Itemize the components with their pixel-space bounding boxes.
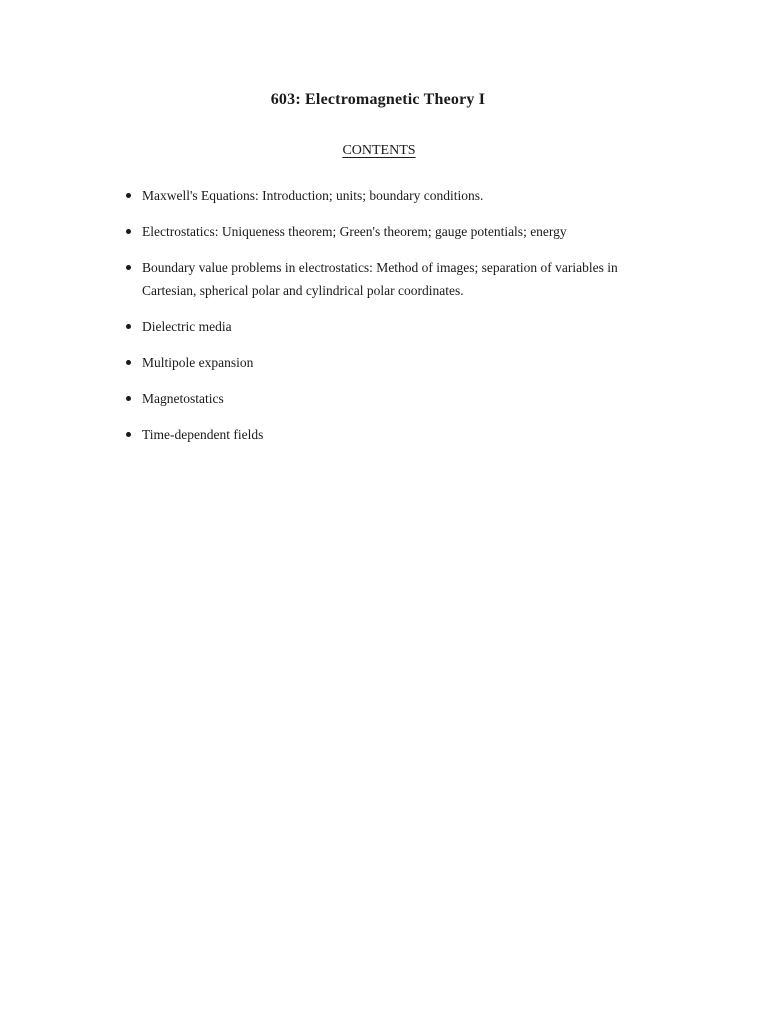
- document-title: 603: Electromagnetic Theory I: [270, 91, 486, 108]
- contents-heading: CONTENTS: [342, 143, 416, 158]
- contents-item: [124, 315, 664, 338]
- contents-item-text: Electrostatics: Uniqueness theorem; Green's theorem; gauge potentials; energy: [142, 224, 567, 239]
- contents-list: [124, 184, 664, 459]
- contents-item-text: Magnetostatics: [142, 391, 224, 406]
- bullet-icon: [126, 229, 131, 234]
- contents-item-text: Time-dependent fields: [142, 427, 264, 442]
- contents-item: [124, 351, 664, 374]
- contents-item-text: Maxwell's Equations: Introduction; units; boundary conditions.: [142, 188, 484, 203]
- bullet-icon: [126, 432, 131, 437]
- bullet-icon: [126, 265, 131, 270]
- contents-item-text: Dielectric media: [142, 319, 232, 334]
- contents-item: [124, 184, 664, 207]
- contents-item: [124, 423, 664, 446]
- contents-item-text: Boundary value problems in electrostatics: Method of images; separation of variables in Cartesian, spherical polar and cylindrical polar coordinates.: [142, 260, 618, 298]
- contents-item: [124, 387, 664, 410]
- bullet-icon: [126, 360, 131, 365]
- contents-item: [124, 256, 664, 302]
- contents-item-text: Multipole expansion: [142, 355, 254, 370]
- bullet-icon: [126, 193, 131, 198]
- contents-item: [124, 220, 664, 243]
- bullet-icon: [126, 324, 131, 329]
- bullet-icon: [126, 396, 131, 401]
